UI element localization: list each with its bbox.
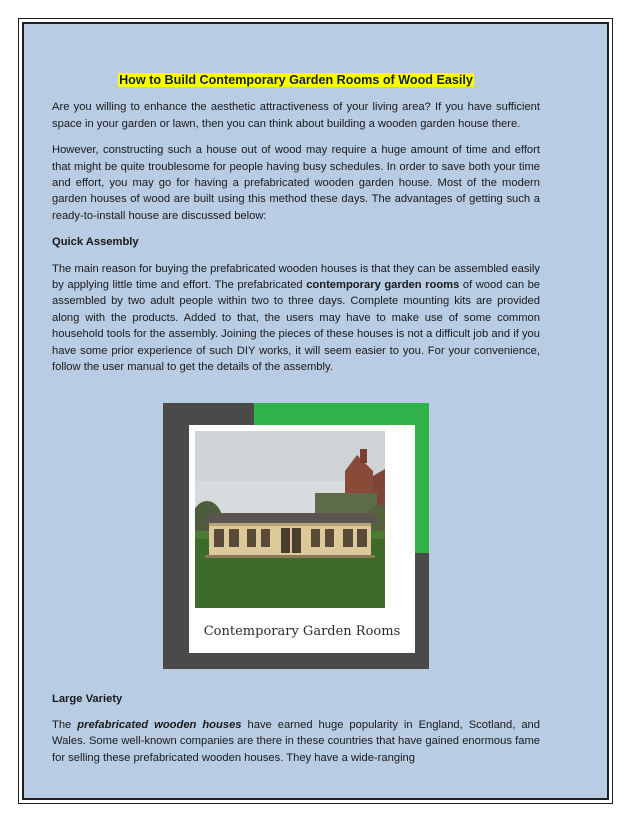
- section-heading-quick-assembly: Quick Assembly: [52, 236, 139, 249]
- figure-green-accent-top: [254, 403, 429, 425]
- garden-room-figure: [163, 403, 429, 669]
- figure-green-accent-right: [415, 403, 429, 553]
- quick-assembly-paragraph: [52, 261, 540, 376]
- section-heading-large-variety: Large Variety: [52, 692, 123, 705]
- contemporary-garden-rooms-link: contemporary garden rooms: [306, 279, 460, 292]
- prefabricated-wooden-houses-link: prefabricated wooden houses: [77, 718, 242, 731]
- intro-paragraph: Are you willing to enhance the aesthetic attractiveness of your living area? If you have sufficient space in your garden or lawn, then you can think about building a wooden garden house there.: [52, 101, 540, 130]
- large-variety-text-b: have earned huge popularity in England, Scotland, and Wales. Some well-known companies are there in these countries that have gained enormous fame for selling these prefabricated wooden houses. They have a wide-ranging: [52, 718, 541, 764]
- document-body: [52, 22, 540, 776]
- figure-card: [189, 425, 415, 653]
- large-variety-paragraph: [52, 717, 540, 766]
- paragraph-2: However, constructing such a house out of wood may require a huge amount of time and effort that might be quite troublesome for people having busy schedules. In order to save both your time and effort, you may go for having a prefabricated wooden garden house. Most of the modern garden houses of wood are built using this method these days. The advantages of getting such a ready-to-install house are discussed below:: [52, 144, 540, 222]
- title-wrap: [52, 72, 540, 89]
- large-variety-text-a: The: [52, 718, 78, 731]
- quick-assembly-text-b: of wood can be assembled by two adult people within two to three days. Complete mounting kits are provided along with the products. Added to that, the users may have to make use of some common household tools for the assembly. Joining the pieces of these houses is not a difficult job and if you have some prior experience of such DIY works, it will seem easier to you. For your convenience, follow the user manual to get the details of the assembly.: [52, 279, 541, 374]
- garden-room-photo: [195, 431, 385, 608]
- page-title: How to Build Contemporary Garden Rooms of Wood Easily: [119, 73, 473, 87]
- quick-assembly-text-a: The main reason for buying the prefabricated wooden houses is that they can be assembled easily by applying little time and effort. The prefabricated: [52, 262, 540, 292]
- figure-caption: Contemporary Garden Rooms: [203, 624, 401, 640]
